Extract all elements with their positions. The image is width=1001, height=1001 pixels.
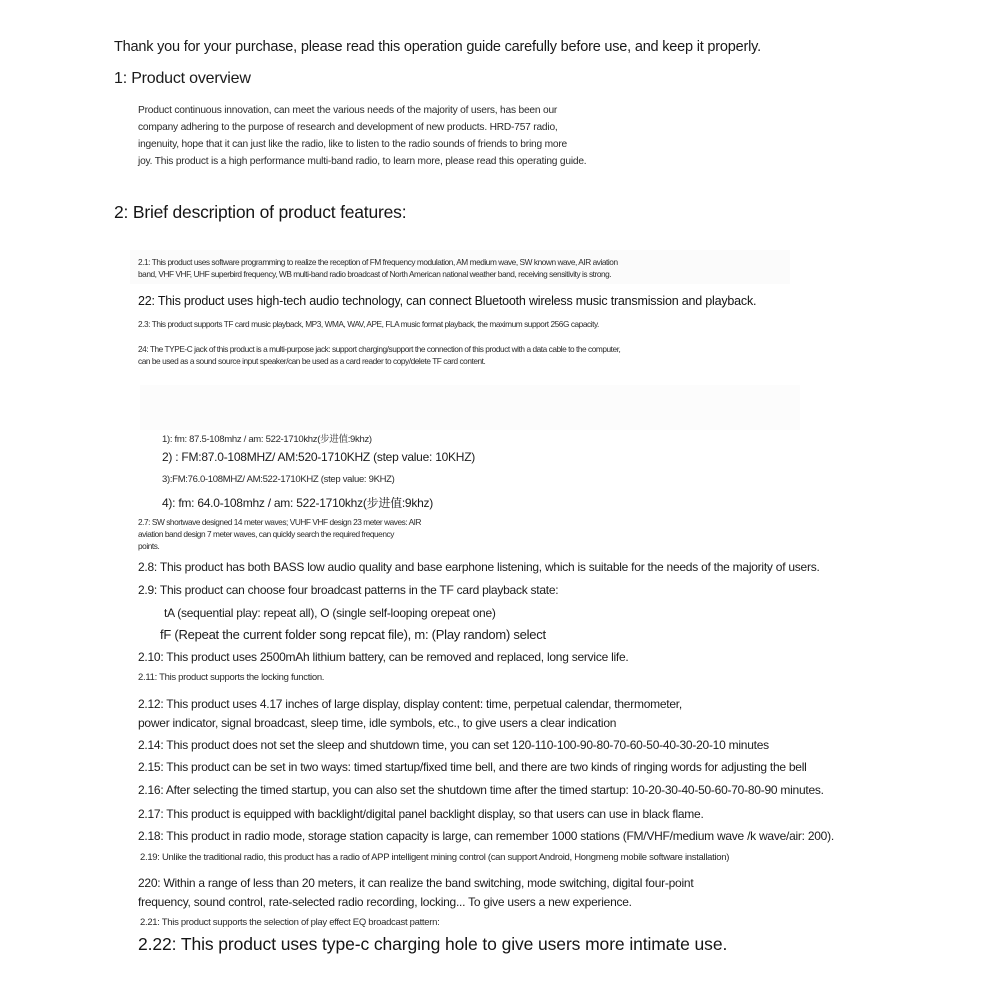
frequency-range-2: 2) : FM:87.0-108MHZ/ AM:520-1710KHZ (step value: 10KHZ) [162,450,476,464]
feature-line: frequency, sound control, rate-selected radio recording, locking... To give users a new experience. [138,895,632,909]
section-2-heading: 2: Brief description of product features: [114,202,407,222]
intro-text: Thank you for your purchase, please read this operation guide carefully before use, and keep it properly. [114,39,761,55]
feature-2-9: 2.9: This product can choose four broadcast patterns in the TF card playback state: [138,583,559,597]
playback-mode-line-1: tA (sequential play: repeat all), O (single self-looping orepeat one) [164,606,496,620]
feature-2-11: 2.11: This product supports the locking function. [138,672,325,683]
feature-line: 2.1: This product uses software programming to realize the reception of FM frequency modulation, AM medium wave, SW known wave, AIR aviation [138,257,618,267]
feature-2-10: 2.10: This product uses 2500mAh lithium battery, can be removed and replaced, long service life. [138,650,629,664]
feature-2-1 [138,256,618,280]
feature-2-19: 2.19: Unlike the traditional radio, this product has a radio of APP intelligent mining control (can support Android, Hongmeng mobile software installation) [140,852,730,863]
playback-mode-line-2: fF (Repeat the current folder song repcat file), m: (Play random) select [160,627,546,642]
product-overview-paragraph [138,102,698,170]
feature-line: points. [138,541,160,551]
feature-2-20 [138,874,693,912]
feature-2-21: 2.21: This product supports the selection of play effect EQ broadcast pattern: [140,917,440,928]
feature-line: 220: Within a range of less than 20 meters, it can realize the band switching, mode switching, digital four-point [138,876,694,890]
feature-line: can be used as a sound source input speaker/can be used as a card reader to copy/delete TF card content. [138,356,486,366]
feature-2-7 [138,516,421,552]
feature-2-12 [138,695,682,733]
overview-line: Product continuous innovation, can meet the various needs of the majority of users, has been our [138,105,558,116]
feature-2-15: 2.15: This product can be set in two ways: timed startup/fixed time bell, and there are two kinds of ringing words for adjusting the bell [138,760,807,774]
overview-line: company adhering to the purpose of research and development of new products. HRD-757 radio, [138,122,558,133]
feature-2-8: 2.8: This product has both BASS low audio quality and base earphone listening, which is suitable for the needs of the majority of users. [138,560,820,574]
feature-2-14: 2.14: This product does not set the sleep and shutdown time, you can set 120-110-100-90-80-70-60-50-40-30-20-10 minutes [138,738,769,752]
frequency-range-4: 4): fm: 64.0-108mhz / am: 522-1710khz(步进值:9khz) [162,496,434,510]
feature-line: power indicator, signal broadcast, sleep time, idle symbols, etc., to give users a clear indication [138,716,617,730]
feature-2-16: 2.16: After selecting the timed startup, you can also set the shutdown time after the timed startup: 10-20-30-40-50-60-70-80-90 minutes. [138,783,824,797]
feature-2-18: 2.18: This product in radio mode, storage station capacity is large, can remember 1000 stations (FM/VHF/medium wave /k wave/air: 200). [138,829,834,843]
background-ghost [140,385,800,430]
feature-2-2: 22: This product uses high-tech audio technology, can connect Bluetooth wireless music transmission and playback. [138,294,757,308]
frequency-range-3: 3):FM:76.0-108MHZ/ AM:522-1710KHZ (step value: 9KHZ) [162,474,395,485]
feature-2-4 [138,343,620,367]
feature-line: 2.12: This product uses 4.17 inches of large display, display content: time, perpetual calendar, thermometer, [138,697,682,711]
feature-line: band, VHF VHF, UHF superbird frequency, WB multi-band radio broadcast of North American national weather band, receiving sensitivity is strong. [138,269,612,279]
overview-line: ingenuity, hope that it can just like the radio, like to listen to the radio sounds of friends to bring more [138,139,567,150]
feature-2-3: 2.3: This product supports TF card music playback, MP3, WMA, WAV, APE, FLA music format playback, the maximum support 256G capacity. [138,319,599,329]
frequency-range-1: 1): fm: 87.5-108mhz / am: 522-1710khz(步进值:9khz) [162,434,372,445]
feature-2-22: 2.22: This product uses type-c charging hole to give users more intimate use. [138,934,728,954]
feature-line: aviation band design 7 meter waves, can quickly search the required frequency [138,529,394,539]
feature-line: 2.7: SW shortwave designed 14 meter waves; VUHF VHF design 23 meter waves: AIR [138,517,422,527]
feature-2-17: 2.17: This product is equipped with backlight/digital panel backlight display, so that users can use in black flame. [138,807,704,821]
overview-line: joy. This product is a high performance multi-band radio, to learn more, please read this operating guide. [138,156,587,167]
section-1-heading: 1: Product overview [114,70,251,87]
feature-line: 24: The TYPE-C jack of this product is a multi-purpose jack: support charging/support the connection of this product with a data cable to the computer, [138,344,621,354]
